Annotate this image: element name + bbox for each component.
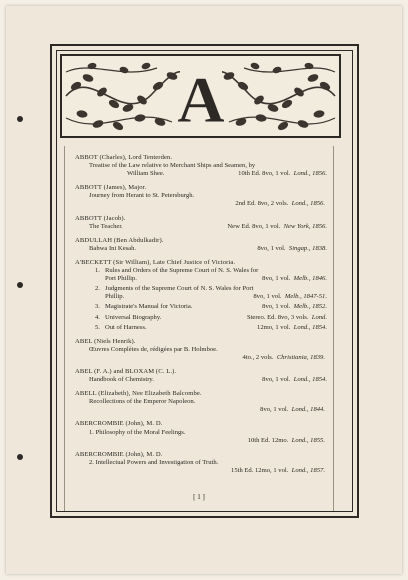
list-item: ABERCROMBIE (John), M. D. 1. Philosophy of the Moral Feelings. 10th Ed. 12mo. Lond., 1855.: [75, 420, 325, 444]
list-item: A'BECKETT (Sir William), Late Chief Justice of Victoria. 1. Rules and Orders of the Supreme Court of N. S. Wales for Port Phillip. 8vo, 1 vol. Melb., 1846. 2. Judgments of the Supreme Court of N. S. Wales for Port Phillip. 8vo, 1 vol. Melb., 1847-51. 3. Magistrate's Manual for Victoria. 8vo, 1 vol. Melb., 1852. 4. Universal Biography. Stereo. Ed. 8vo, 3 vols. Lond. 5. Out of Harness. 12mo, 1 vol. Lond., 1854.: [75, 258, 327, 331]
list-item: ABEL (Niels Henrik). Œuvres Complètes de, rédigées par B. Holmboe. 4to., 2 vols. Christiania, 1839.: [75, 337, 325, 361]
list-item: ABEL (F. A.) and BLOXAM (C. L.). Handbook of Chemistry. 8vo, 1 vol. Lond., 1854.: [75, 367, 327, 384]
list-item: ABBOT (Charles), Lord Tenterden. Treatise of the Law relative to Merchant Ships and Seamen, by William Shee. 10th Ed. 8vo, 1 vol. Lond., 1856.: [75, 154, 327, 178]
list-item: ABDULLAH (Ben Abdulkadir). Bahwa Ini Kesah. 8vo, 1 vol. Singap., 1838.: [75, 236, 327, 252]
list-item: ABBOTT (Jacob). The Teacher. New Ed. 8vo, 1 vol. New York, 1856.: [75, 214, 327, 230]
catalogue-page: [6, 6, 402, 574]
work-item: 4. Universal Biography. Stereo. Ed. 8vo, 3 vols. Lond.: [95, 313, 327, 321]
catalogue-entries: [64, 146, 334, 511]
work-item: 3. Magistrate's Manual for Victoria. 8vo, 1 vol. Melb., 1852.: [95, 303, 327, 311]
work-item: 1. Rules and Orders of the Supreme Court of N. S. Wales for Port Phillip. 8vo, 1 vol. Melb., 1846.: [95, 267, 327, 283]
work-item: 2. Judgments of the Supreme Court of N. S. Wales for Port Phillip. 8vo, 1 vol. Melb., 1847-51.: [95, 285, 327, 301]
abeckett-works: [75, 267, 327, 332]
work-item: 5. Out of Harness. 12mo, 1 vol. Lond., 1854.: [95, 323, 327, 331]
binding-hole: [17, 116, 23, 122]
floral-ornament: [62, 56, 339, 136]
list-item: ABBOTT (James), Major. Journey from Herant to St. Petersburgh. 2nd Ed. 8vo, 2 vols. Lond., 1856.: [75, 184, 325, 208]
page-number: [ 1 ]: [193, 492, 205, 501]
list-item: ABERCROMBIE (John), M. D. 2. Intellectual Powers and Investigation of Truth. 15th Ed. 12mo, 1 vol. Lond., 1857.: [75, 450, 325, 474]
list-item: ABELL (Elizabeth), Nee Elizabeth Balcombe. Recollections of the Emperor Napoleon. 8vo, 1 vol. Lond., 1844.: [75, 390, 325, 414]
decorative-initial-banner: [60, 54, 341, 138]
binding-hole: [17, 282, 23, 288]
initial-letter: A: [177, 64, 225, 136]
binding-hole: [17, 454, 23, 460]
page-frame: [50, 44, 359, 518]
